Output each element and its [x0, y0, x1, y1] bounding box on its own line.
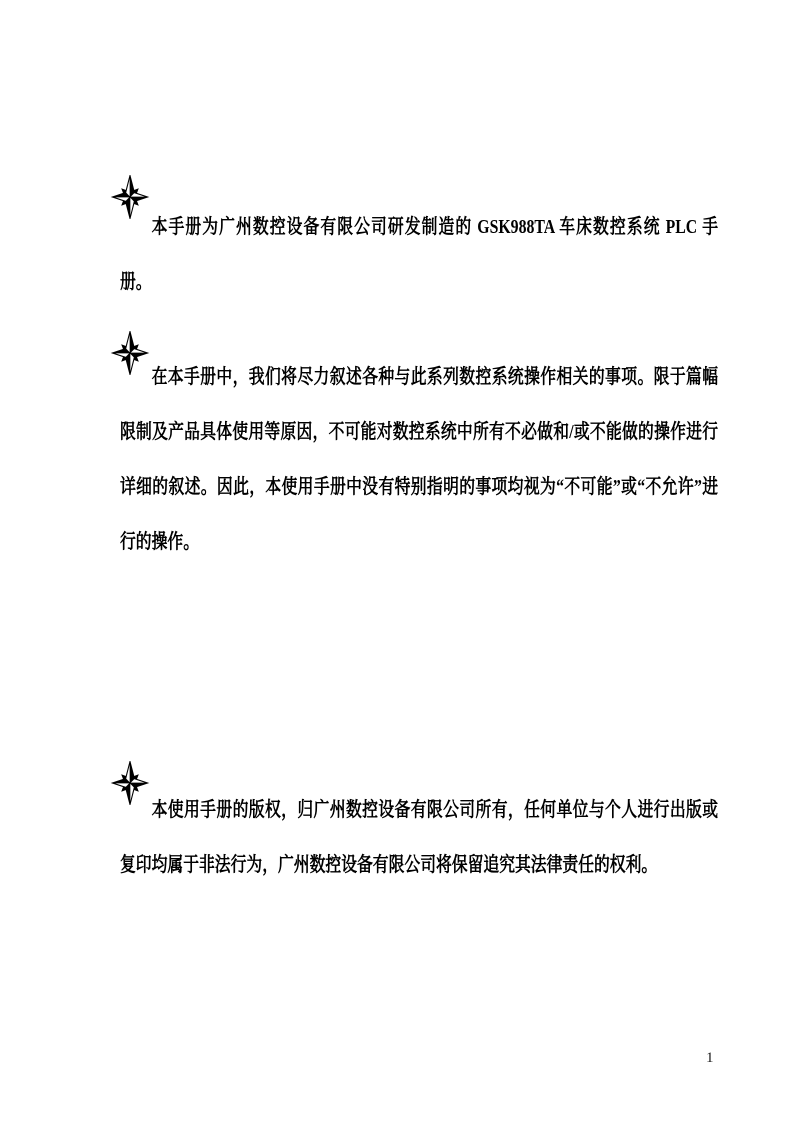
paragraph-scope-disclaimer: 在本手册中，我们将尽力叙述各种与此系列数控系统操作相关的事项。限于篇幅限制及产品具体使用等原因，不可能对数控系统中所有不必做和/或不能做的操作进行详细的叙述。因此，本使用手册中没有特别指明的事项均视为“不可能”或“不允许”进行的操作。	[120, 366, 719, 553]
page-number: 1	[706, 1050, 714, 1066]
paragraph-manual-intro: 本手册为广州数控设备有限公司研发制造的 GSK988TA 车床数控系统 PLC 手册。	[120, 216, 719, 293]
paragraph-copyright-notice: 本使用手册的版权，归广州数控设备有限公司所有，任何单位与个人进行出版或复印均属于非法行为，广州数控设备有限公司将保留追究其法律责任的权利。	[120, 799, 719, 876]
